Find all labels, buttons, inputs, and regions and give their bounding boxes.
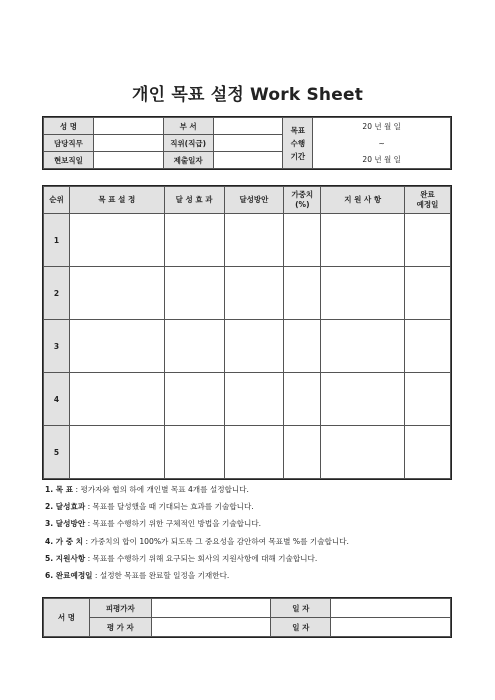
- submit-date-label: 제출일자: [163, 152, 213, 169]
- note-item: 5. 지원사항 : 목표를 수행하기 위해 요구되는 회사의 지원사항에 대해 기술합니다.: [45, 553, 318, 563]
- signature-label: 서 명: [44, 599, 90, 637]
- table-row: [44, 214, 451, 267]
- goal-cell[interactable]: [69, 426, 164, 479]
- position-label: 직위(직급): [163, 135, 213, 152]
- goals-table: [43, 186, 451, 479]
- method-cell[interactable]: [224, 267, 284, 320]
- header-effect: 달 성 효 과: [164, 187, 224, 214]
- current-post-field[interactable]: [93, 152, 163, 169]
- goals-header-row: [44, 187, 451, 214]
- support-cell[interactable]: [321, 214, 405, 267]
- rank-cell: 1: [44, 214, 70, 267]
- weight-cell[interactable]: [284, 320, 321, 373]
- goal-cell[interactable]: [69, 214, 164, 267]
- name-field[interactable]: [93, 118, 163, 135]
- goal-cell[interactable]: [69, 373, 164, 426]
- rank-cell: 3: [44, 320, 70, 373]
- name-label: 성 명: [44, 118, 94, 135]
- current-post-label: 현보직일: [44, 152, 94, 169]
- due-cell[interactable]: [405, 320, 451, 373]
- header-support: 지 원 사 항: [321, 187, 405, 214]
- table-row: [44, 373, 451, 426]
- note-item: 6. 완료예정일 : 설정한 목표를 완료할 일정을 기재한다.: [45, 571, 230, 581]
- note-item: 1. 목 표 : 평가자와 협의 하에 개인별 목표 4개를 설정합니다.: [45, 485, 249, 494]
- header-goal: 목 표 설 정: [69, 187, 164, 214]
- instructions: [45, 481, 465, 584]
- table-row: [44, 267, 451, 320]
- date-label: 일 자: [271, 599, 331, 618]
- evaluatee-sign-field[interactable]: [151, 599, 271, 618]
- page-title: 개인 목표 설정 Work Sheet: [131, 85, 364, 105]
- table-row: [44, 426, 451, 479]
- due-cell[interactable]: [405, 267, 451, 320]
- period-end[interactable]: 20 년 월 일: [313, 152, 451, 169]
- support-cell[interactable]: [321, 320, 405, 373]
- support-cell[interactable]: [321, 426, 405, 479]
- period-start[interactable]: 20 년 월 일: [313, 118, 451, 135]
- method-cell[interactable]: [224, 426, 284, 479]
- header-due: 완료 예정일: [405, 187, 451, 214]
- period-label: 목표 수행 기간: [283, 118, 313, 169]
- effect-cell[interactable]: [164, 373, 224, 426]
- weight-cell[interactable]: [284, 214, 321, 267]
- goal-cell[interactable]: [69, 267, 164, 320]
- due-cell[interactable]: [405, 373, 451, 426]
- info-table: [43, 117, 451, 169]
- period-separator: ~: [313, 135, 451, 152]
- goal-cell[interactable]: [69, 320, 164, 373]
- note-item: 4. 가 중 치 : 가중치의 합이 100%가 되도록 그 중요성을 감안하여 목표별 %를 기술합니다.: [45, 536, 349, 546]
- rank-cell: 5: [44, 426, 70, 479]
- signature-table: [43, 598, 451, 637]
- date-label: 일 자: [271, 618, 331, 637]
- dept-label: 부 서: [163, 118, 213, 135]
- duty-field[interactable]: [93, 135, 163, 152]
- support-cell[interactable]: [321, 267, 405, 320]
- rank-cell: 2: [44, 267, 70, 320]
- rank-cell: 4: [44, 373, 70, 426]
- submit-date-field[interactable]: [213, 152, 283, 169]
- note-item: 3. 달성방안 : 목표를 수행하기 위한 구체적인 방법을 기술합니다.: [45, 519, 262, 529]
- evaluator-label: 평 가 자: [89, 618, 151, 637]
- method-cell[interactable]: [224, 373, 284, 426]
- evaluatee-date-field[interactable]: [331, 599, 451, 618]
- header-method: 달성방안: [224, 187, 284, 214]
- duty-label: 담당직무: [44, 135, 94, 152]
- due-cell[interactable]: [405, 214, 451, 267]
- position-field[interactable]: [213, 135, 283, 152]
- note-item: 2. 달성효과 : 목표를 달성했을 때 기대되는 효과를 기술합니다.: [45, 502, 254, 512]
- evaluator-sign-field[interactable]: [151, 618, 271, 637]
- evaluatee-label: 피평가자: [89, 599, 151, 618]
- header-rank: 순위: [44, 187, 70, 214]
- weight-cell[interactable]: [284, 426, 321, 479]
- effect-cell[interactable]: [164, 320, 224, 373]
- header-weight: 가중치 (%): [284, 187, 321, 214]
- support-cell[interactable]: [321, 373, 405, 426]
- table-row: [44, 320, 451, 373]
- evaluator-date-field[interactable]: [331, 618, 451, 637]
- weight-cell[interactable]: [284, 267, 321, 320]
- effect-cell[interactable]: [164, 267, 224, 320]
- method-cell[interactable]: [224, 320, 284, 373]
- effect-cell[interactable]: [164, 426, 224, 479]
- dept-field[interactable]: [213, 118, 283, 135]
- weight-cell[interactable]: [284, 373, 321, 426]
- due-cell[interactable]: [405, 426, 451, 479]
- effect-cell[interactable]: [164, 214, 224, 267]
- method-cell[interactable]: [224, 214, 284, 267]
